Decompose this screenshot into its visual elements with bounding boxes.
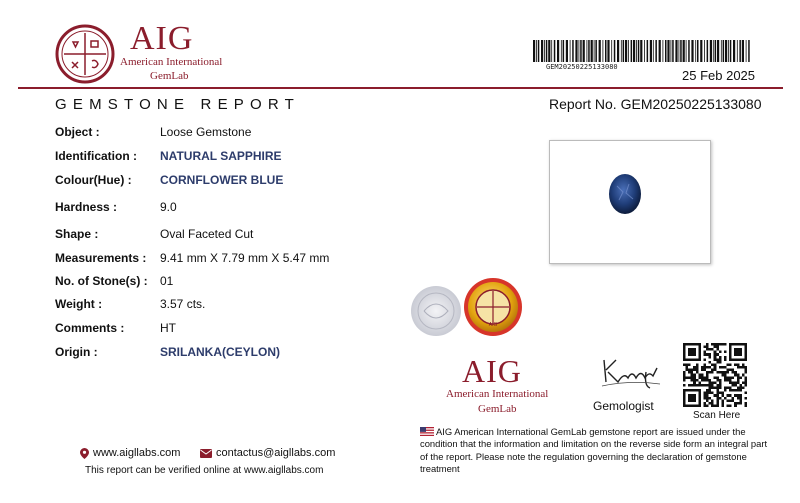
detail-value: HT	[160, 321, 176, 335]
detail-row-object	[55, 125, 395, 145]
detail-value: 3.57 cts.	[160, 297, 206, 311]
detail-row-stones	[55, 274, 395, 294]
barcode-number: GEM20250225133080	[546, 63, 618, 71]
hologram-seal-icon	[410, 285, 462, 337]
detail-value: 01	[160, 274, 174, 288]
detail-row-origin	[55, 345, 395, 365]
gold-seal-icon	[463, 277, 523, 337]
detail-label: Colour(Hue) :	[55, 173, 132, 187]
detail-row-colour	[55, 173, 395, 193]
detail-label: Origin :	[55, 345, 98, 359]
detail-row-identification	[55, 149, 395, 169]
verify-notice: This report can be verified online at www.aigllabs.com	[85, 465, 324, 476]
brand-line-1-bottom: American International	[446, 388, 549, 400]
qr-code-icon[interactable]	[683, 343, 747, 407]
detail-row-measurements	[55, 251, 395, 271]
email-contact[interactable]	[200, 447, 335, 459]
disclaimer-text: AIG American International GemLab gemstone report are issued under the condition that the information and limitation on the reverse side form an integral part of the report. Please note the regulation governing the declaration of gemstone treatment	[420, 426, 768, 475]
detail-value: NATURAL SAPPHIRE	[160, 149, 282, 163]
website-contact[interactable]	[80, 447, 180, 459]
brand-line-2: GemLab	[150, 70, 189, 82]
seal-text: AIG	[488, 322, 498, 328]
detail-value: 9.41 mm X 7.79 mm X 5.47 mm	[160, 251, 330, 265]
brand-logo-text-bottom: AIG	[462, 353, 522, 389]
detail-value: 9.0	[160, 200, 177, 214]
location-pin-icon	[80, 448, 89, 459]
gemologist-signature	[598, 350, 662, 390]
website-link[interactable]: www.aigllabs.com	[93, 447, 181, 459]
scan-here-label: Scan Here	[693, 410, 741, 421]
report-date: 25 Feb 2025	[682, 68, 756, 83]
detail-label: No. of Stone(s) :	[55, 274, 148, 288]
header-divider	[18, 87, 783, 89]
detail-value: SRILANKA(CEYLON)	[160, 345, 280, 359]
aig-logo-emblem-icon	[55, 24, 115, 84]
detail-label: Object :	[55, 125, 100, 139]
email-link[interactable]: contactus@aigllabs.com	[216, 447, 336, 459]
detail-label: Hardness :	[55, 200, 118, 214]
brand-line-2-bottom: GemLab	[478, 403, 517, 415]
gemologist-label: Gemologist	[593, 399, 654, 413]
detail-label: Shape :	[55, 227, 99, 241]
envelope-icon	[200, 449, 212, 458]
detail-value: Loose Gemstone	[160, 125, 252, 139]
detail-value: Oval Faceted Cut	[160, 227, 254, 241]
detail-row-comments	[55, 321, 395, 341]
brand-line-1: American International	[120, 56, 223, 68]
detail-row-shape	[55, 227, 395, 247]
detail-row-hardness	[55, 200, 395, 220]
detail-label: Identification :	[55, 149, 137, 163]
brand-logo-text: AIG	[130, 20, 194, 57]
detail-label: Weight :	[55, 297, 103, 311]
report-number: Report No. GEM20250225133080	[549, 96, 762, 112]
detail-row-weight	[55, 297, 395, 317]
detail-value: CORNFLOWER BLUE	[160, 173, 284, 187]
sapphire-stone-icon	[607, 172, 643, 216]
page-title: GEMSTONE REPORT	[55, 96, 300, 113]
barcode-icon	[533, 40, 753, 62]
detail-label: Measurements :	[55, 251, 147, 265]
detail-label: Comments :	[55, 321, 125, 335]
